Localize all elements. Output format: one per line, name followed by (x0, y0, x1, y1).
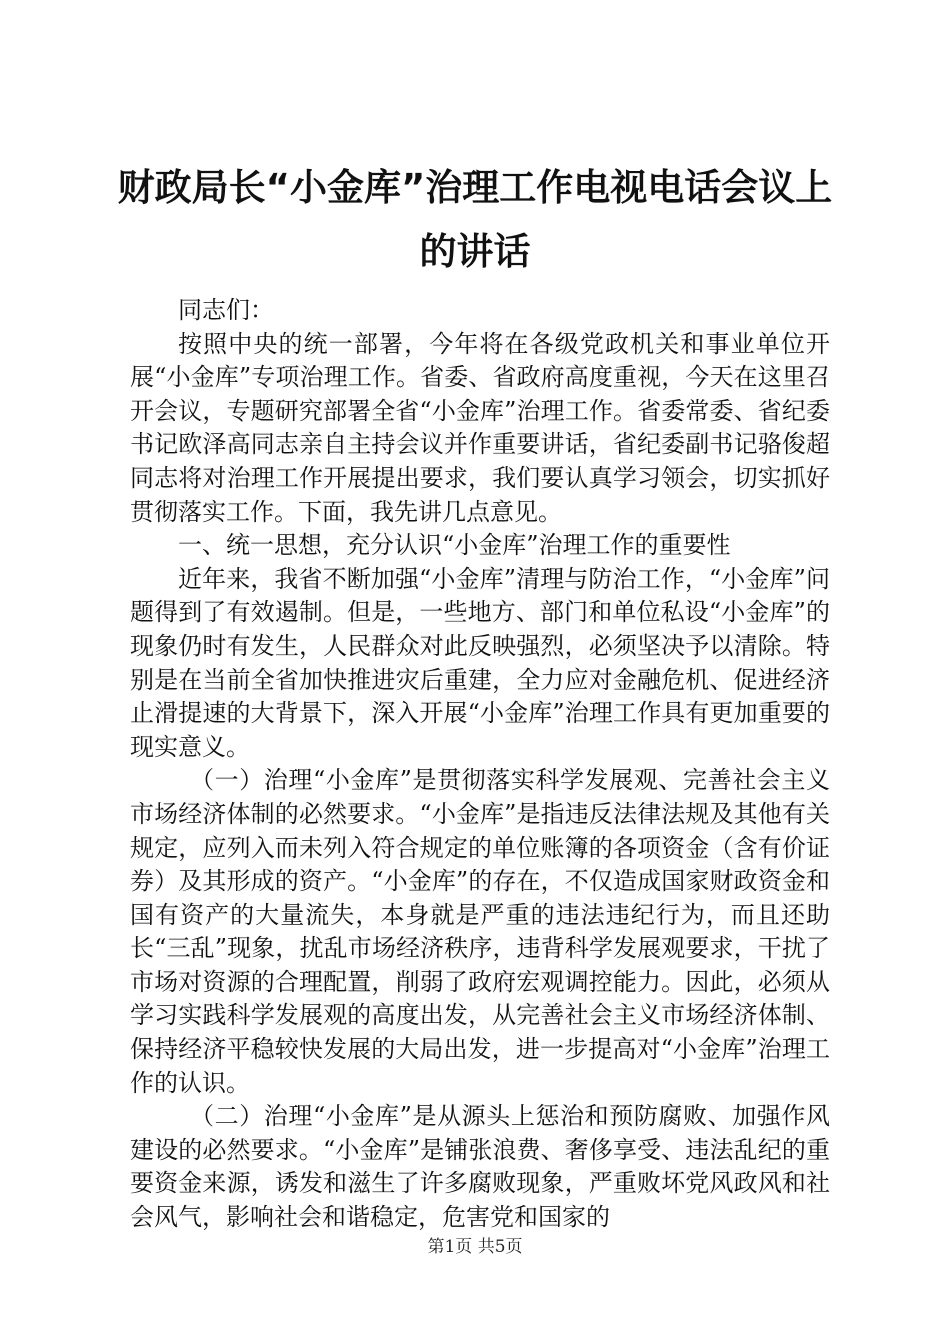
document-body (130, 294, 830, 1235)
paragraph-subsection-2: （二）治理“小金库”是从源头上惩治和预防腐败、加强作风建设的必然要求。“小金库”是铺张浪费、奢侈享受、违法乱纪的重要资金来源，诱发和滋生了许多腐败现象，严重败坏党风政风和社会风气，影响社会和谐稳定，危害党和国家的 (130, 1102, 830, 1232)
page-number-footer: 第1页 共5页 (427, 1237, 523, 1257)
paragraph-intro: 按照中央的统一部署，今年将在各级党政机关和事业单位开展“小金库”专项治理工作。省委、省政府高度重视，今天在这里召开会议，专题研究部署全省“小金库”治理工作。省委常委、省纪委书记欧泽高同志亲自主持会议并作重要讲话，省纪委副书记骆俊超同志将对治理工作开展提出要求，我们要认真学习领会，切实抓好贯彻落实工作。下面，我先讲几点意见。 (130, 329, 830, 526)
section-heading-1: 一、统一思想，充分认识“小金库”治理工作的重要性 (178, 531, 731, 560)
paragraph-section-1: 近年来，我省不断加强“小金库”清理与防治工作，“小金库”问题得到了有效遏制。但是，一些地方、部门和单位私设“小金库”的现象仍时有发生，人民群众对此反映强烈，必须坚决予以清除。特别是在当前全省加快推进灾后重建，全力应对金融危机、促进经济止滑提速的大背景下，深入开展“小金库”治理工作具有更加重要的现实意义。 (130, 564, 830, 761)
document-title: 财政局长“小金库”治理工作电视电话会议上的讲话 (117, 166, 833, 273)
paragraph-subsection-1: （一）治理“小金库”是贯彻落实科学发展观、完善社会主义市场经济体制的必然要求。“小金库”是指违反法律法规及其他有关规定，应列入而未列入符合规定的单位账簿的各项资金（含有价证券）及其形成的资产。“小金库”的存在，不仅造成国家财政资金和国有资产的大量流失，本身就是严重的违法违纪行为，而且还助长“三乱”现象，扰乱市场经济秩序，违背科学发展观要求，干扰了市场对资源的合理配置，削弱了政府宏观调控能力。因此，必须从学习实践科学发展观的高度出发，从完善社会主义市场经济体制、保持经济平稳较快发展的大局出发，进一步提高对“小金库”治理工作的认识。 (130, 766, 830, 1097)
salutation: 同志们： (178, 296, 274, 324)
